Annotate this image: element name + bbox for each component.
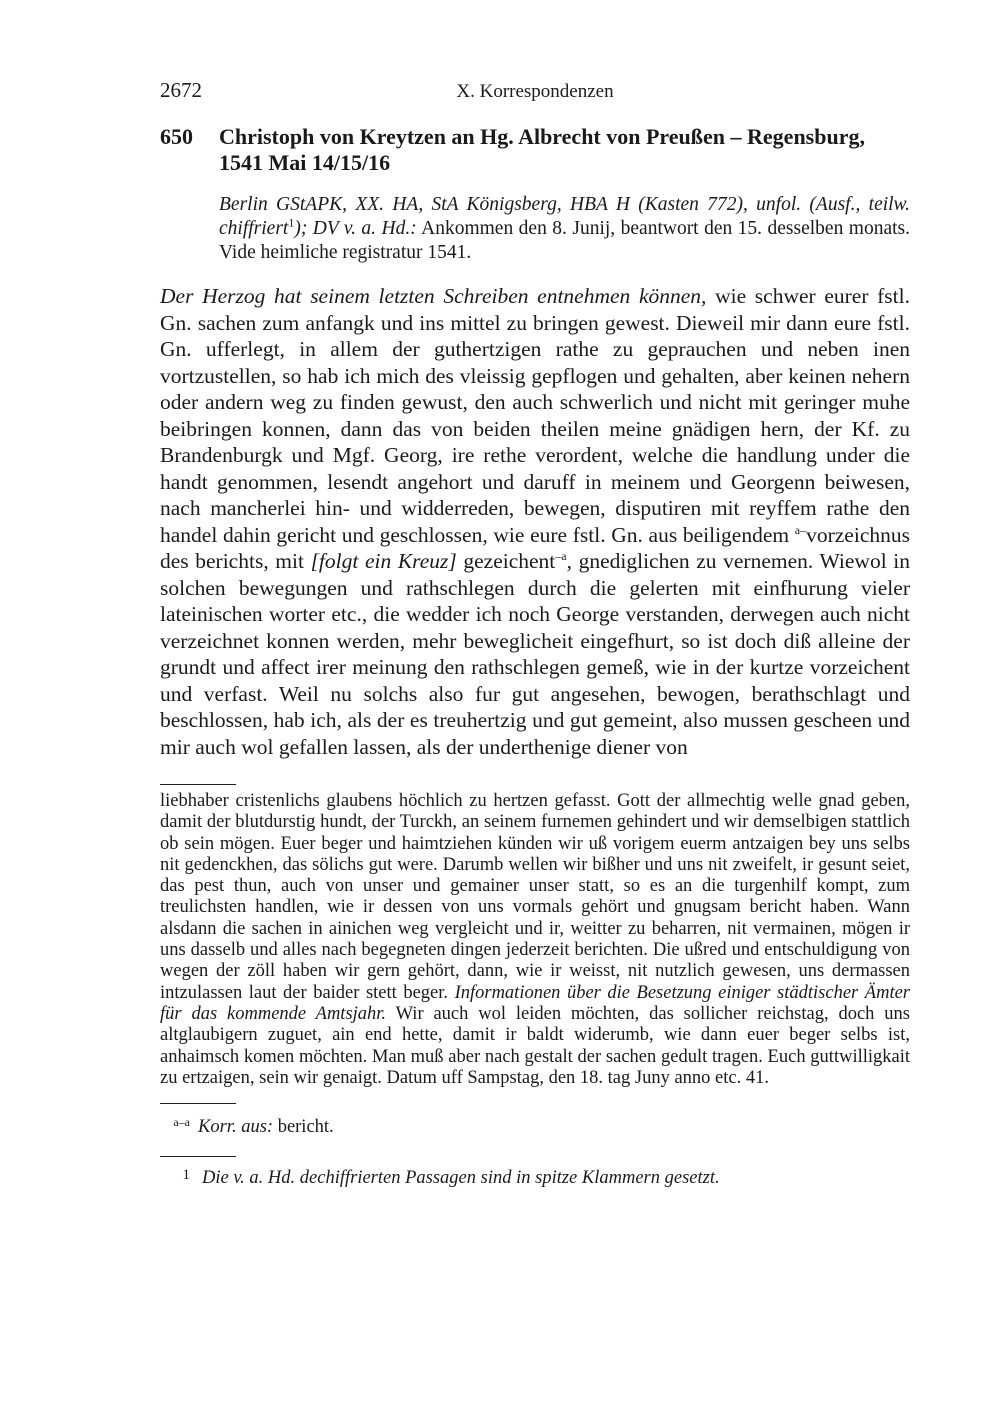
source-note <box>219 193 910 265</box>
continued-text <box>160 791 910 1089</box>
editorial-summary: Informationen über die Besetzung einiger städtischer Ämter für das kommende Amtsjahr. <box>160 982 910 1024</box>
text-part: gezeichent <box>456 549 556 573</box>
variant-marker-open: a– <box>794 522 807 537</box>
document-number: 650 <box>160 124 193 149</box>
running-head <box>160 78 910 108</box>
source-endorsement: Ankommen den 8. Junij, beantwort den 15. desselben monats. Vide heimliche registratur 1541. <box>219 218 911 263</box>
summary-intro: Der Herzog hat seinem letzten Schreiben entnehmen können <box>160 284 702 308</box>
footnote-1-text: Die v. a. Hd. dechiffrierten Passagen sind in spitze Klammern gesetzt. <box>202 1168 720 1189</box>
main-text <box>160 283 910 760</box>
footnote-rule <box>160 1156 236 1157</box>
source-archive: Berlin GStAPK, XX. HA, StA Königsberg, HBA H (Kasten 772), unfol. (Ausf., teilw. chiffriert <box>219 194 910 239</box>
text-part: liebhaber cristenlichs glaubens höchlich zu hertzen gefasst. Gott der allmechtig welle gnad geben, damit der blutdurstig hundt, der Turckh, an seinem furnemen gehindert und wir demselbigen stattlich ob sein mögen. Euer beger und haimtziehen künden wir uß vorigem euerm antzaigen bey uns selbs nit gedenckhen, das sölichs gut were. Darumb wellen wir bißher und uns nit zweifelt, ir gesunt seiet, das pest thun, auch von unser und gemainer unser statt, so es an die turgenhilf kompt, zum treulichsten handlen, wie ir dessen von uns vormals gehört und gnugsam bericht haben. Wann alsdann die sachen in ainichen weg vergleicht und ir, weitter zu beharren, nit vermainen, mögen ir uns dasselb und alles nach begegneten dingen jederzeit berichten. Die ußred und entschuldigung von wegen der zöll haben wir gern gehört, dann, wie ir weisst, nit nutzlich gewesen, uns dermassen intzulassen laut der baider stett beger. <box>160 791 910 1003</box>
text-part: , wie schwer eurer fstl. Gn. sachen zum anfangk und ins mittel zu bringen gewest. Dieweil mir dann eure fstl. Gn. ufferlegt, in allem der guthertzigen rathe zu geprauchen und neben inen vortzustellen, so hab ich mich des vleissig gepflogen und gehalten, aber keinen nehern oder andern weg zu finden gewust, den auch schwerlich und nicht mit geringer muhe beibringen konnen, dann das von beiden theilen meine gnädigen hern, der Kf. zu Brandenburgk und Mgf. Georg, ire rethe verordent, welche die handlung under die handt genommen, lesendt angehort und daruff in meinem und Georgenn beiwesen, nach mancherlei hin- und widderreden, bewegen, disputiren mit reyffem rathe den handel dahin gericht und geschlossen, wie eure fstl. Gn. aus beiligendem <box>160 284 910 547</box>
section-title: X. Korrespondenzen <box>456 81 614 102</box>
footnote-a <box>160 1111 910 1138</box>
footnote-a-text: bericht. <box>273 1117 334 1138</box>
footnote-marker-1: 1 <box>182 1167 190 1184</box>
footnote-1 <box>160 1164 910 1189</box>
text-part: Wir auch wol leiden möchten, das sollicher reichstag, doch uns altglaubigern zuguet, ain end hette, damit ir baldt widerumb, wie dann euer beger selbs ist, anhaimsch komen möchten. Man muß aber nach gestalt der sachen gedult tragen. Euch guttwilligkait zu ertzaigen, sein wir genaigt. Datum uff Sampstag, den 18. tag Juny anno etc. 41. <box>160 1003 910 1088</box>
page-number: 2672 <box>160 78 202 102</box>
page <box>160 78 910 1189</box>
footnote-rule <box>160 1103 236 1104</box>
footnote-a-label: Korr. aus: <box>198 1117 274 1138</box>
text-part: , gnediglichen zu vernemen. Wiewol in solchen bewegungen und rathschlegen durch die gelerten mit einfhurung vieler lateinischen worter etc., die wedder ich noch George verstanden, derwegen auch nicht verzeichnet konnen werden, mehr beweglicheit eingefhurt, so ist doch diß alleine der grundt und affect irer meinung den rathschlegen gemeß, wie in der kurtze vorzeichent und verfast. Weil nu solchs also fur gut angesehen, bewogen, berathschlagt und beschlossen, hab ich, als der es treuhertzig und gut gemeint, also mussen gescheen und mir auch wol gefallen lassen, als der underthenige diener von <box>160 549 910 759</box>
footnote-ref-1: 1 <box>288 215 295 230</box>
document-title: Christoph von Kreytzen an Hg. Albrecht von Preußen – Regensburg, 1541 Mai 14/15/16 <box>219 124 865 175</box>
editorial-note: [folgt ein Kreuz] <box>310 549 457 573</box>
variant-marker-close: –a <box>555 548 567 563</box>
source-archive-cont: ); DV v. a. Hd.: <box>294 218 417 239</box>
document-heading <box>160 124 910 176</box>
separator-rule <box>160 784 236 785</box>
text-part: vorzeichnus des berichts, mit <box>160 522 910 573</box>
footnote-marker-a: a–a <box>173 1115 190 1130</box>
